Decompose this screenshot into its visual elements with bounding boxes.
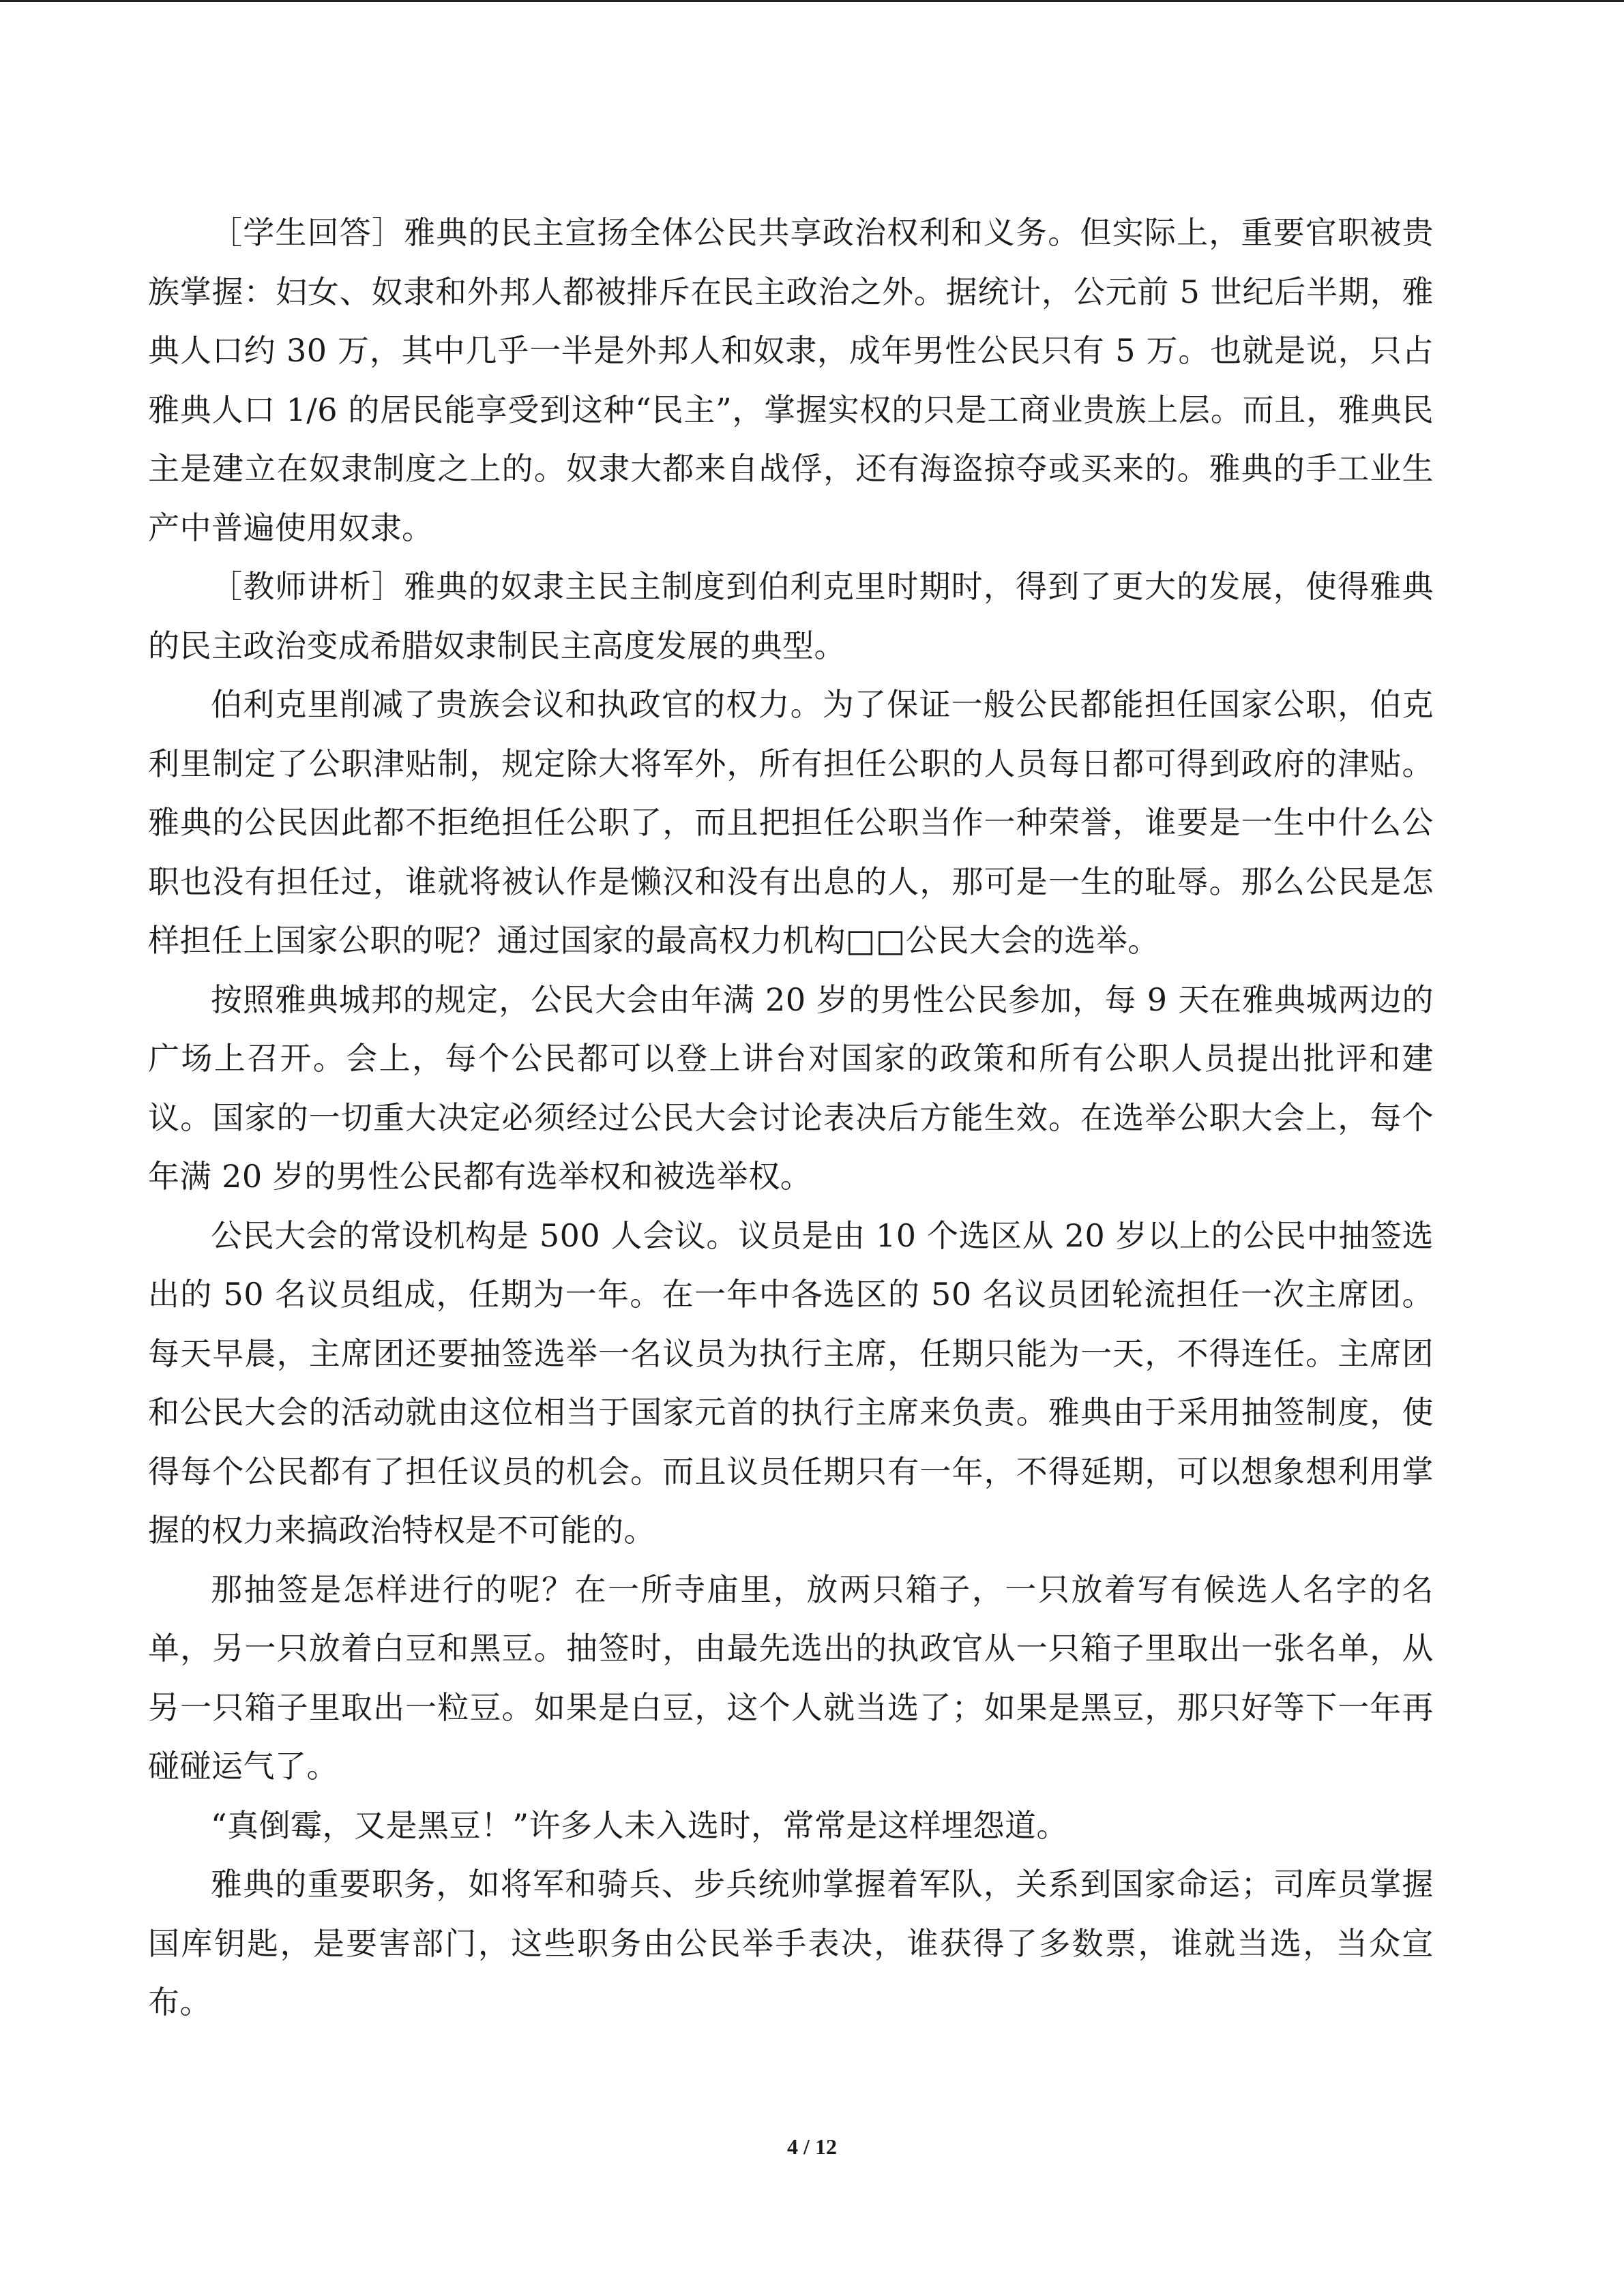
top-border-line bbox=[0, 0, 1624, 2]
paragraph-quote: “真倒霉，又是黑豆！”许多人未入选时，常常是这样埋怨道。 bbox=[211, 1806, 1069, 1844]
paragraph-student-answer: ［学生回答］雅典的民主宣扬全体公民共享政治权利和义务。但实际上，重要官职被贵族掌握：妇女、奴隶和外邦人都被排斥在民主政治之外。据统计，公元前 5 世纪后半期，雅典人口约 30 万，其中几乎一半是外邦人和奴隶，成年男性公民只有 5 万。也就是说，只占雅典人口 1/6 的居民能享受到这种“民主”，掌握实权的只是工商业贵族上层。而且，雅典民主是建立在奴隶制度之上的。奴隶大都来自战俘，还有海盗掠夺或买来的。雅典的手工业生产中普遍使用奴隶。 bbox=[148, 214, 1434, 546]
paragraph-council-of-500: 公民大会的常设机构是 500 人会议。议员是由 10 个选区从 20 岁以上的公民中抽签选出的 50 名议员组成，任期为一年。在一年中各选区的 50 名议员团轮流担任一次主席团。每天早晨，主席团还要抽签选举一名议员为执行主席，任期只能为一天，不得连任。主席团和公民大会的活动就由这位相当于国家元首的执行主席来负责。雅典由于采用抽签制度，使得每个公民都有了担任议员的机会。而且议员任期只有一年，不得延期，可以想象想利用掌握的权力来搞政治特权是不可能的。 bbox=[148, 1217, 1434, 1549]
paragraph-citizen-assembly: 按照雅典城邦的规定，公民大会由年满 20 岁的男性公民参加，每 9 天在雅典城两边的广场上召开。会上，每个公民都可以登上讲台对国家的政策和所有公职人员提出批评和建议。国家的一切重大决定必须经过公民大会讨论表决后方能生效。在选举公职大会上，每个年满 20 岁的男性公民都有选举权和被选举权。 bbox=[148, 981, 1434, 1195]
document-body bbox=[148, 203, 1434, 2032]
paragraph-pericles-reforms: 伯利克里削减了贵族会议和执政官的权力。为了保证一般公民都能担任国家公职，伯克利里制定了公职津贴制，规定除大将军外，所有担任公职的人员每日都可得到政府的津贴。雅典的公民因此都不拒绝担任公职了，而且把担任公职当作一种荣誉，谁要是一生中什么公职也没有担任过，谁就将被认作是懒汉和没有出息的人，那可是一生的耻辱。那么公民是怎样担任上国家公职的呢？通过国家的最高权力机构□□公民大会的选举。 bbox=[148, 686, 1434, 959]
page-number: 4 / 12 bbox=[787, 2134, 837, 2159]
paragraph-teacher-analysis: ［教师讲析］雅典的奴隶主民主制度到伯利克里时期时，得到了更大的发展，使得雅典的民主政治变成希腊奴隶制民主高度发展的典型。 bbox=[148, 568, 1434, 664]
paragraph-lottery-process: 那抽签是怎样进行的呢？在一所寺庙里，放两只箱子，一只放着写有候选人名字的名单，另一只放着白豆和黑豆。抽签时，由最先选出的执政官从一只箱子里取出一张名单，从另一只箱子里取出一粒豆。如果是白豆，这个人就当选了；如果是黑豆，那只好等下一年再碰碰运气了。 bbox=[148, 1570, 1434, 1785]
paragraph-important-offices: 雅典的重要职务，如将军和骑兵、步兵统帅掌握着军队，关系到国家命运；司库员掌握国库钥匙，是要害部门，这些职务由公民举手表决，谁获得了多数票，谁就当选，当众宣布。 bbox=[148, 1866, 1434, 2021]
